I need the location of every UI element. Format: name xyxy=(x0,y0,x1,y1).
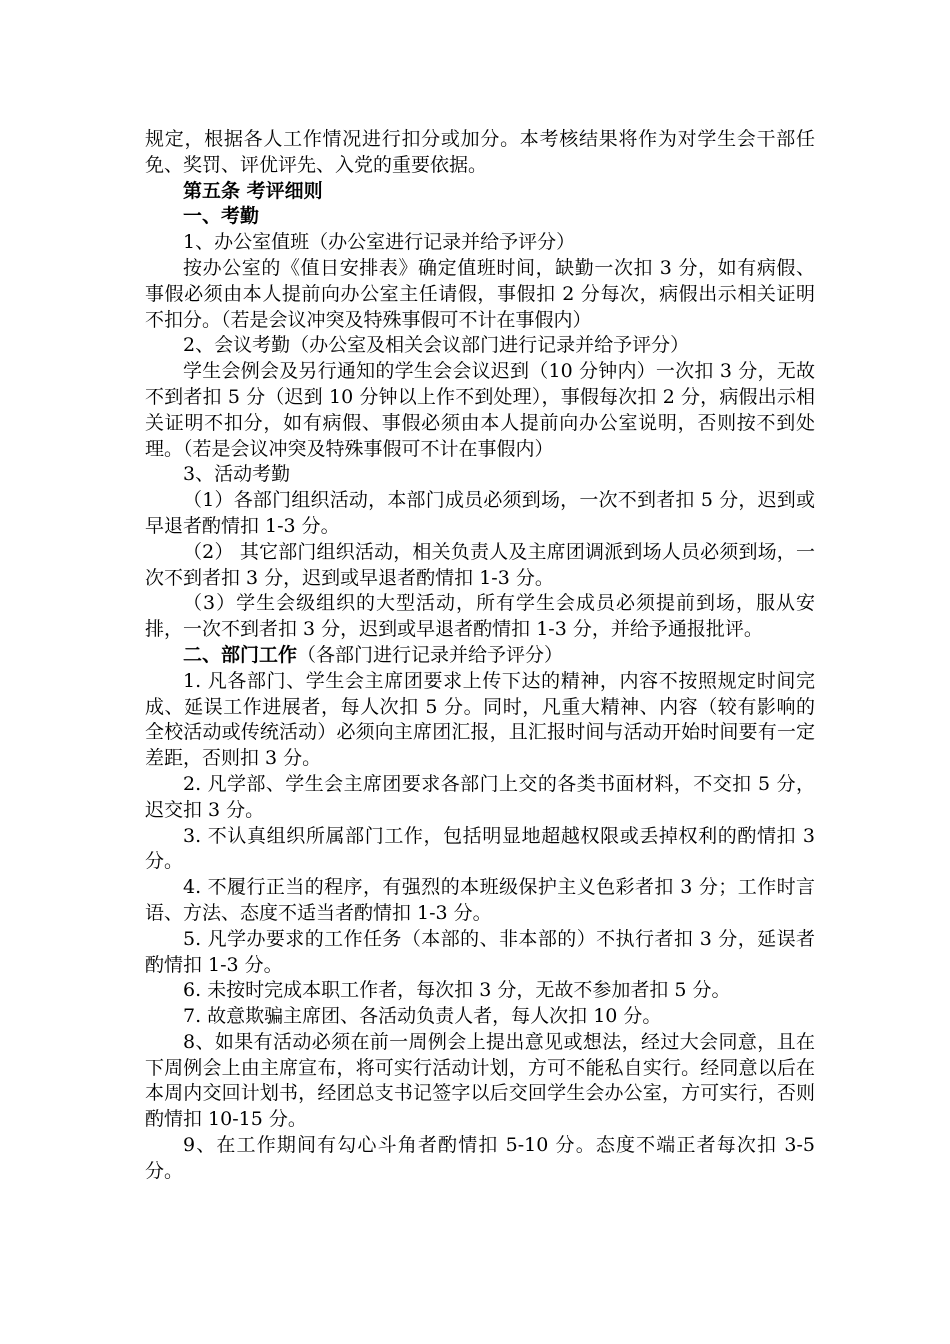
department-rule-2: 2. 凡学部、学生会主席团要求各部门上交的各类书面材料，不交扣 5 分，迟交扣 3 分。 xyxy=(145,772,815,821)
meeting-attendance-heading: 2、会议考勤（办公室及相关会议部门进行记录并给予评分） xyxy=(183,334,690,357)
activity-attendance-heading: 3、活动考勤 xyxy=(183,463,291,486)
section-department-heading xyxy=(145,643,815,669)
department-rule-5: 5. 凡学办要求的工作任务（本部的、非本部的）不执行者扣 3 分，延误者酌情扣 1-3 分。 xyxy=(145,927,815,976)
department-rule-4: 4. 不履行正当的程序，有强烈的本班级保护主义色彩者扣 3 分；工作时言语、方法、态度不适当者酌情扣 1-3 分。 xyxy=(145,876,815,924)
department-rule-7: 7. 故意欺骗主席团、各活动负责人者，每人次扣 10 分。 xyxy=(183,1005,662,1028)
document-page xyxy=(145,127,815,1185)
department-rule-6: 6. 未按时完成本职工作者，每次扣 3 分，无故不参加者扣 5 分。 xyxy=(183,979,731,1002)
activity-rule-1: （1）各部门组织活动，本部门成员必须到场，一次不到者扣 5 分，迟到或早退者酌情扣 1-3 分。 xyxy=(145,489,815,537)
article-five-heading: 第五条 考评细则 xyxy=(183,179,323,202)
department-rule-9: 9、在工作期间有勾心斗角者酌情扣 5-10 分。态度不端正者每次扣 3-5 分。 xyxy=(145,1134,815,1182)
activity-rule-2: （2） 其它部门组织活动，相关负责人及主席团调派到场人员必须到场，一次不到者扣 3 分，迟到或早退者酌情扣 1-3 分。 xyxy=(145,540,815,589)
office-duty-rule: 按办公室的《值日安排表》确定值班时间，缺勤一次扣 3 分，如有病假、事假必须由本人提前向办公室主任请假，事假扣 2 分每次，病假出示相关证明不扣分。（若是会议冲突及特殊事假可不计在事假内） xyxy=(145,256,815,331)
department-rule-8: 8、如果有活动必须在前一周例会上提出意见或想法，经过大会同意，且在下周例会上由主席宣布，将可实行活动计划，方可不能私自实行。经同意以后在本周内交回计划书，经团总支书记签字以后交回学生会办公室，方可实行，否则酌情扣 10-15 分。 xyxy=(145,1030,815,1131)
meeting-attendance-rule: 学生会例会及另行通知的学生会会议迟到（10 分钟内）一次扣 3 分，无故不到者扣 5 分（迟到 10 分钟以上作不到处理），事假每次扣 2 分，病假出示相关证明不扣分，如有病假、事假必须由本人提前向办公室说明，否则按不到处理。（若是会议冲突及特殊事假可不计在事假内） xyxy=(145,360,815,460)
paragraph-intro: 规定，根据各人工作情况进行扣分或加分。本考核结果将作为对学生会干部任免、奖罚、评优评先、入党的重要依据。 xyxy=(145,128,815,176)
office-duty-heading: 1、办公室值班（办公室进行记录并给予评分） xyxy=(183,231,576,254)
department-rule-1: 1. 凡各部门、学生会主席团要求上传下达的精神，内容不按照规定时间完成、延误工作进展者，每人次扣 5 分。同时，凡重大精神、内容（较有影响的全校活动或传统活动）必须向主席团汇报，且汇报时间与活动开始时间要有一定差距，否则扣 3 分。 xyxy=(145,669,815,770)
department-heading-note: （各部门进行记录并给予评分） xyxy=(297,643,564,666)
section-attendance-heading: 一、考勤 xyxy=(183,205,260,228)
activity-rule-3: （3）学生会级组织的大型活动，所有学生会成员必须提前到场，服从安排，一次不到者扣 3 分，迟到或早退者酌情扣 1-3 分，并给予通报批评。 xyxy=(145,592,815,641)
department-rule-3: 3. 不认真组织所属部门工作，包括明显地超越权限或丢掉权利的酌情扣 3 分。 xyxy=(145,824,815,873)
department-heading-title: 二、部门工作 xyxy=(183,643,298,666)
